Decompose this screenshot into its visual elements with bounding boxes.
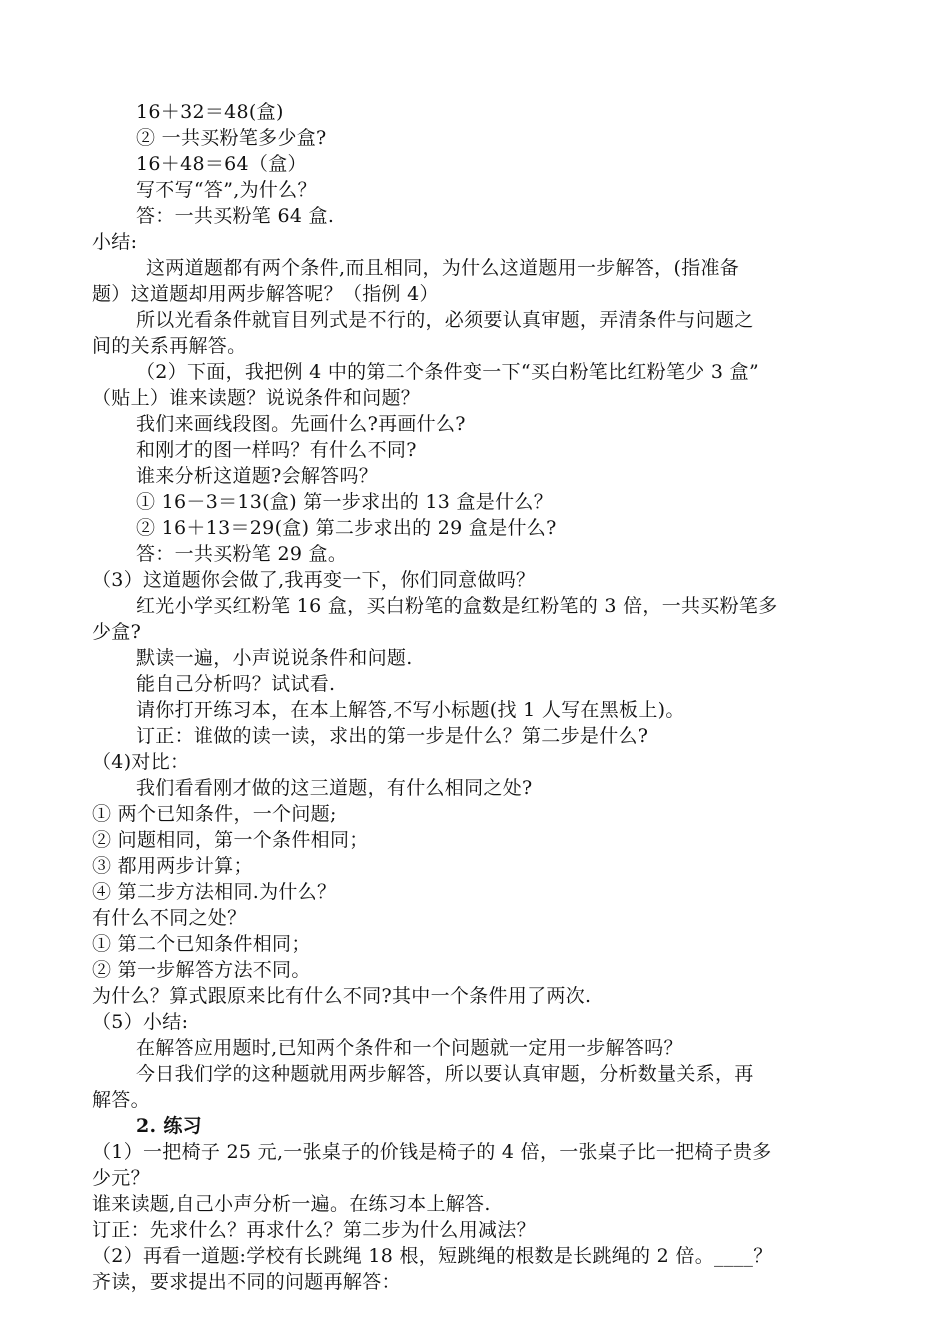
text-line: ③ 都用两步计算； <box>92 855 253 877</box>
text-line: ② 第一步解答方法不同。 <box>92 959 311 981</box>
text-line: 所以光看条件就盲目列式是不行的，必须要认真审题，弄清条件与问题之 <box>136 309 754 331</box>
text-line: 谁来分析这道题?会解答吗？ <box>136 465 379 487</box>
text-line: 我们来画线段图。先画什么?再画什么? <box>136 413 466 435</box>
text-line: 小结: <box>92 231 138 253</box>
text-line: ② 问题相同，第一个条件相同； <box>92 829 369 851</box>
text-line: 少盒? <box>92 621 142 643</box>
text-line: 我们看看刚才做的这三道题，有什么相同之处? <box>136 777 533 799</box>
text-line: 订正：先求什么？再求什么？第二步为什么用减法？ <box>92 1219 536 1241</box>
text-line: （3）这道题你会做了,我再变一下，你们同意做吗？ <box>92 569 536 591</box>
text-line: 少元？ <box>92 1167 150 1189</box>
section-heading: 2. 练习 <box>136 1115 202 1137</box>
text-line: 能自己分析吗？试试看. <box>136 673 336 695</box>
text-line: 为什么？算式跟原来比有什么不同?其中一个条件用了两次. <box>92 985 592 1007</box>
text-line: ④ 第二步方法相同.为什么？ <box>92 881 337 903</box>
text-line: 答：一共买粉笔 29 盒。 <box>136 543 348 565</box>
text-line: 16＋48＝64（盒） <box>136 153 307 175</box>
text-line: （贴上）谁来读题？说说条件和问题？ <box>92 387 421 409</box>
text-line: 谁来读题,自己小声分析一遍。在练习本上解答. <box>92 1193 491 1215</box>
text-line: ① 16－3＝13(盒) 第一步求出的 13 盒是什么？ <box>136 491 554 513</box>
text-line: （2）再看一道题:学校有长跳绳 18 根，短跳绳的根数是长跳绳的 2 倍。____？ <box>92 1245 773 1267</box>
text-line: 齐读，要求提出不同的问题再解答： <box>92 1271 401 1293</box>
text-line: （1）一把椅子 25 元,一张桌子的价钱是椅子的 4 倍，一张桌子比一把椅子贵多 <box>92 1141 772 1163</box>
text-line: 写不写“答”,为什么？ <box>136 179 317 201</box>
text-line: 答：一共买粉笔 64 盒. <box>136 205 335 227</box>
text-line: 这两道题都有两个条件,而且相同，为什么这道题用一步解答，(指准备 <box>146 257 740 279</box>
text-line: 题）这道题却用两步解答呢？（指例 4） <box>92 283 439 305</box>
text-line: 间的关系再解答。 <box>92 335 247 357</box>
text-line: 有什么不同之处？ <box>92 907 247 929</box>
text-line: ② 一共买粉笔多少盒? <box>136 127 327 149</box>
text-line: （4)对比： <box>92 751 190 773</box>
text-line: 在解答应用题时,已知两个条件和一个问题就一定用一步解答吗？ <box>136 1037 683 1059</box>
text-line: 解答。 <box>92 1089 150 1111</box>
text-line: 订正：谁做的读一读，求出的第一步是什么？第二步是什么? <box>136 725 649 747</box>
text-line: 红光小学买红粉笔 16 盒，买白粉笔的盒数是红粉笔的 3 倍，一共买粉笔多 <box>136 595 778 617</box>
text-line: ① 两个已知条件，一个问题; <box>92 803 337 825</box>
text-line: 默读一遍，小声说说条件和问题. <box>136 647 413 669</box>
text-line: ② 16＋13＝29(盒) 第二步求出的 29 盒是什么? <box>136 517 557 539</box>
text-line: ① 第二个已知条件相同； <box>92 933 311 955</box>
text-line: （5）小结: <box>92 1011 189 1033</box>
text-line: 今日我们学的这种题就用两步解答，所以要认真审题，分析数量关系，再 <box>136 1063 754 1085</box>
text-line: 和刚才的图一样吗？有什么不同? <box>136 439 417 461</box>
text-line: 请你打开练习本，在本上解答,不写小标题(找 1 人写在黑板上)。 <box>136 699 685 721</box>
text-line: 16＋32＝48(盒) <box>136 101 284 123</box>
text-line: （2）下面，我把例 4 中的第二个条件变一下“买白粉笔比红粉笔少 3 盒” <box>136 361 759 383</box>
